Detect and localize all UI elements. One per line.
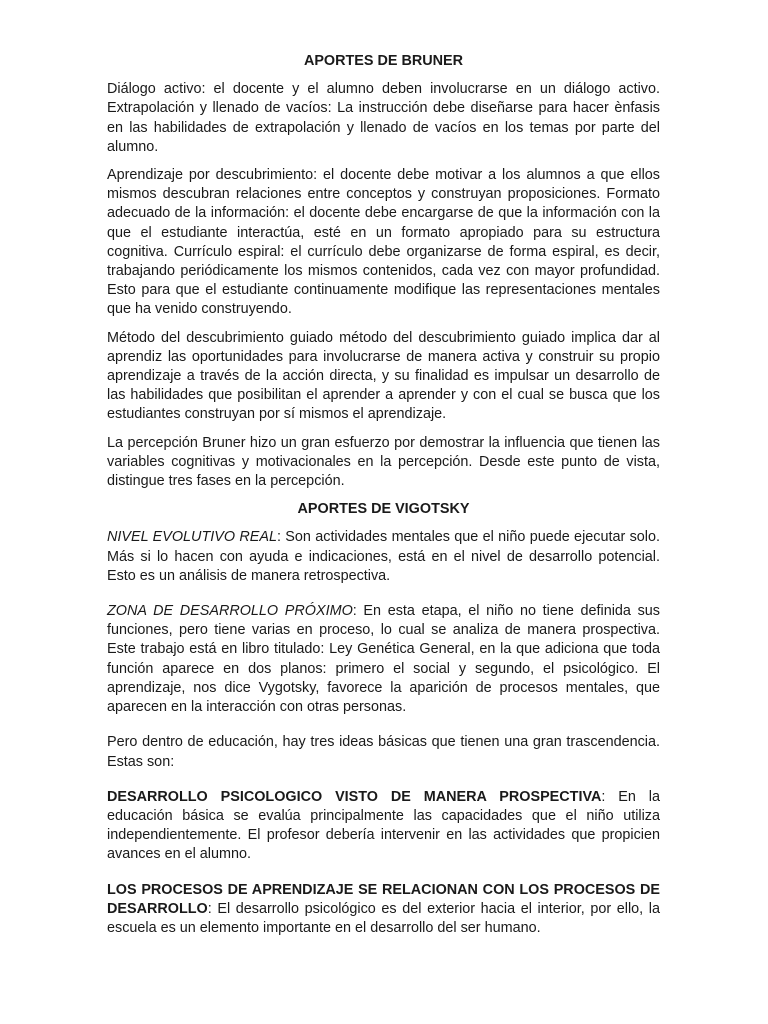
zona-text: : En esta etapa, el niño no tiene definida sus funciones, pero tiene varias en proceso, lo cual se analiza de manera prospectiva. Este trabajo está en libro titulado: Ley Genética General, en la que adiciona que toda función aparece en dos planos: primero el social y segundo, el psicológico. El aprendizaje, nos dice Vygotsky, favorece la aparición de procesos mentales, que aparecen en la interacción con otras personas.: [107, 603, 660, 716]
bruner-paragraph-dialogo: Diálogo activo: el docente y el alumno deben involucrarse en un diálogo activo. Extrapolación y llenado de vacíos: La instrucción debe diseñarse para hacer ènfasis en las habilidades de extrapolación y llenado de vacíos en los temas por parte del alumno.: [107, 81, 660, 155]
procesos-term: LOS PROCESOS DE APRENDIZAJE SE RELACIONAN CON LOS PROCESOS DE DESARROLLO: [107, 881, 660, 917]
vigotsky-paragraph-zona: [107, 602, 660, 717]
bruner-paragraph-metodo: Método del descubrimiento guiado método del descubrimiento guiado implica dar al aprendiz las oportunidades para involucrarse de manera activa y construir su propio aprendizaje a través de la acción directa, y su finalidad es impulsar un desarrollo de las habilidades que posibilitan el aprender a aprender y con el cual se busca que los estudiantes construyan por sí mismos el aprendizaje.: [107, 329, 660, 423]
nivel-text: : Son actividades mentales que el niño puede ejecutar solo. Más si lo hacen con ayuda e indicaciones, está en el nivel de desarrollo potencial. Esto es un análisis de manera retrospectiva.: [107, 529, 660, 584]
bruner-heading: APORTES DE BRUNER: [303, 53, 464, 69]
document-page: [107, 52, 660, 947]
vigotsky-paragraph-procesos: [107, 881, 660, 939]
nivel-term: NIVEL EVOLUTIVO REAL: [107, 529, 277, 546]
vigotsky-heading: APORTES DE VIGOTSKY: [297, 501, 470, 518]
desarrollo-term: DESARROLLO PSICOLOGICO VISTO DE MANERA PROSPECTIVA: [107, 788, 602, 805]
bruner-paragraph-descubrimiento: Aprendizaje por descubrimiento: el docente debe motivar a los alumnos a que ellos mismos descubran relaciones entre conceptos y construyan proposiciones. Formato adecuado de la información: el docente debe encargarse de que la información con la que el estudiante interactúa, esté en un formato apropiado para su estructura cognitiva. Currículo espiral: el currículo debe organizarse de forma espiral, es decir, trabajando periódicamente los mismos contenidos, cada vez con mayor profundidad. Esto para que el estudiante continuamente modifique las representaciones mentales que ha venido construyendo.: [107, 167, 660, 318]
desarrollo-text: : En la educación básica se evalúa principalmente las capacidades que el niño utiliza independientemente. El profesor debería intervenir en las actividades que propicien avances en el alumno.: [107, 788, 660, 863]
vigotsky-paragraph-nivel: [107, 528, 660, 586]
zona-term: ZONA DE DESARROLLO PRÓXIMO: [107, 603, 353, 620]
vigotsky-paragraph-desarrollo: [107, 788, 660, 865]
bruner-paragraph-percepcion: La percepción Bruner hizo un gran esfuerzo por demostrar la influencia que tienen las variables cognitivas y motivacionales en la percepción. Desde este punto de vista, distingue tres fases en la percepción.: [107, 434, 660, 490]
vigotsky-paragraph-ideas: Pero dentro de educación, hay tres ideas básicas que tienen una gran trascendencia. Estas son:: [107, 734, 660, 770]
procesos-text: : El desarrollo psicológico es del exterior hacia el interior, por ello, la escuela es un elemento importante en el desarrollo del ser humano.: [107, 900, 660, 936]
